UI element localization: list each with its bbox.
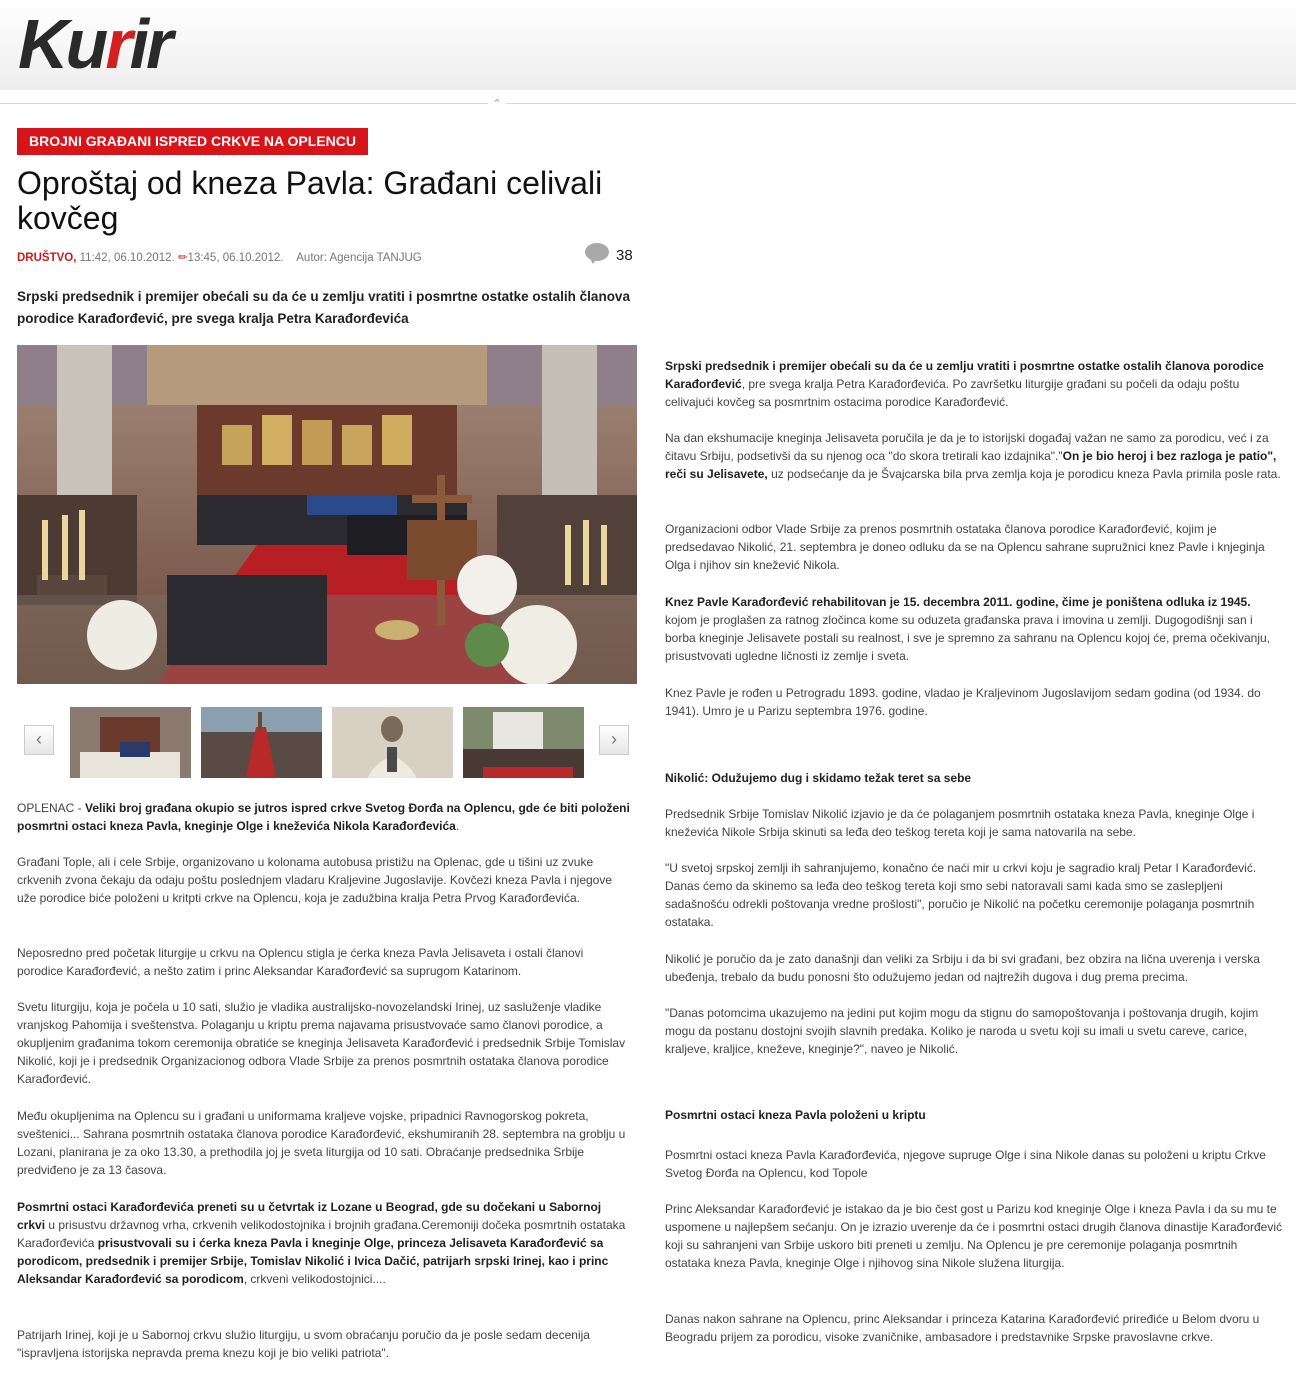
gallery-thumbnail[interactable] [332, 707, 453, 778]
text-span: Na dan ekshumacije kneginja Jelisaveta poručila je da je to istorijski događaj važan ne samo za porodicu, već i za čitavu Srbiju, podsetivši da su njenog oca "do skora tretirali kao izdajnika"." [665, 431, 1269, 463]
section-subheading: Nikolić: Odužujemo dug i skidamo težak teret sa sebe [665, 771, 972, 785]
dateline: OPLENAC - [17, 801, 86, 815]
bold-text: Posmrtni ostaci Karađorđevića preneti su u četvrtak iz Lozane u Beograd, gde su dočekani u Sabornoj crkvi [17, 1200, 602, 1232]
article-title: Oproštaj od kneza Pavla: Građani celivali kovčeg [17, 165, 603, 236]
site-header [0, 0, 1296, 90]
article-paragraph [17, 799, 632, 835]
article-paragraph: Nikolić je poručio da je zato današnji dan veliki za Srbiju i da bi svi građani, bez obzira na lična uverenja i verska ubeđenja, trebalo da budu ponosni što odužujemo jedan od najtrežih dugova i dug prema precima. [665, 952, 1260, 984]
pencil-icon: ✏ [177, 252, 188, 264]
article-paragraph [665, 593, 1283, 665]
collapse-up-icon[interactable]: ⌃ [488, 97, 506, 111]
church-interior-illustration [17, 345, 637, 684]
gallery-thumbnail[interactable] [201, 707, 322, 778]
article-paragraph: "Danas potomcima ukazujemo na jedini put kojim mogu da stignu do samopoštovanja i poštovanja drugih, kojim mogu da postanu dostojni svojih slavnih predaka. Koliko je naroda u svetu koji su imali u svetu careve, carice, kraljeve, kraljice, kneževe, kneginje?", naveo je Nikolić. [665, 1006, 1259, 1056]
updated-time: 13:45, 06.10.2012. [187, 252, 284, 264]
chevron-right-icon: › [611, 729, 617, 749]
article-paragraph [665, 357, 1283, 411]
article-paragraph: Među okupljenima na Oplencu su i građani u uniformama kraljeve vojske, pripadnici Ravnogorskog pokreta, sveštenici... Sahrana posmrtnih ostataka članova porodice Karađorđević, ekshumiranih 28. septembra na groblju u Lozani, planirana je za oko 13.30, a prethodila joj je sveta liturgija od 10 sati. Obraćanje predsednika Srbije predviđeno je za 13 časova. [17, 1109, 626, 1177]
article-paragraph [17, 1198, 632, 1288]
bold-text: Veliki broj građana okupio se jutros ispred crkve Svetog Đorđa na Oplencu, gde će biti položeni posmrtni ostaci kneza Pavla, kneginje Olge i kneževića Nikola Karađorđevića [17, 801, 630, 833]
article-kicker: BROJNI GRAĐANI ISPRED CRKVE NA OPLENCU [17, 128, 368, 155]
article-paragraph: "U svetoj srpskoj zemlji ih sahranjujemo, konačno će naći mir u crkvi koju je sagradio kralj Petar I Karađorđević. Danas ćemo da skinemo sa leđa deo teškog tereta koji smo sebi natoravali sami kada smo se zaslepljeni sadašnošću odrekli poštovanja vredne prošlosti", poručio je Nikolić na početku ceremonije polaganja posmrtnih ostataka. [665, 861, 1257, 929]
main-photo[interactable] [17, 345, 637, 684]
article-paragraph: Posmrtni ostaci kneza Pavla Karađorđevića, njegove supruge Olge i sina Nikole danas su položeni u kriptu Crkve Svetog Đorđa na Oplencu, kod Topole [665, 1148, 1266, 1180]
article-paragraph: Patrijarh Irinej, koji je u Sabornoj crkvu služio liturgiju, u svom obraćanju poručio da je posle sedam decenija "ispravljena istorijska nepravda prema knezu koji je bio veliki patriota". [17, 1328, 590, 1360]
thumb-church-exterior-illustration [463, 707, 584, 778]
author: Autor: Agencija TANJUG [296, 252, 422, 264]
text-span: u prisustvu državnog vrha, crkvenih velikodostojnika i brojnih građana.Ceremoniji dočeka posmrtnih ostataka Karađorđevića [17, 1218, 626, 1250]
article-paragraph: Danas nakon sahrane na Oplencu, princ Aleksandar i princeza Katarina Karađorđević priređiće u Belom dvoru u Beogradu prijem za porodicu, visoke zvaničnike, ambasadore i predstavnike Srpske pravoslavne crkve. [665, 1312, 1260, 1344]
article-paragraph [665, 429, 1283, 483]
category-link[interactable]: DRUŠTVO, [17, 252, 77, 264]
bold-text: Knez Pavle Karađorđević rehabilitovan je 15. decembra 2011. godine, čime je poništena odluka iz 1945. [665, 595, 1251, 609]
section-subheading: Posmrtni ostaci kneza Pavla položeni u kriptu [665, 1108, 926, 1122]
comments-link[interactable] [585, 243, 645, 267]
comment-bubble-icon [585, 243, 609, 261]
bold-text: On je bio heroj i bez razloga je patio", reči su Jelisavete, [665, 449, 1277, 481]
gallery-prev-button[interactable] [24, 725, 54, 755]
article-paragraph: Građani Tople, ali i cele Srbije, organizovano u kolonama autobusa pristižu na Oplenac, gde u tišini uz zvuke crkvenih zvona čekaju da odaju poštu poslednjem vladaru Kraljevine Jugoslavije. Kovčezi kneza Pavla i njegove uže porodice biće položeni u kritpti crkve na Oplencu, koja je zadužbina kralja Petra Prvog Karađorđevića. [17, 855, 613, 905]
comment-count: 38 [616, 247, 633, 264]
text-span: , pre svega kralja Petra Karađorđevića. Po završetku liturgije građani su počeli da odaju poštu celivajući kovčeg sa posmrtnim ostacima porodice Karađorđević. [665, 377, 1240, 409]
header-divider [0, 103, 1296, 104]
article-paragraph: Princ Aleksandar Karađorđević je istakao da je bio čest gost u Parizu kod kneginje Olge i kneza Pavla i da su mu te uspomene u najlepšem sećanju. On je izrazio uverenje da će i posmrtni ostaci drugih članova dinastije Karađorđević koji su sahranjeni van Srbije uskoro biti preneti u zemlju. Na Oplencu je pre ceremonije polaganja posmrtnih ostataka kneza Pavla, kneginje Olge i njihovog sina Nikole služena liturgija. [665, 1202, 1283, 1270]
text-span: , crkveni velikodostojnici.... [243, 1272, 386, 1286]
article-lead: Srpski predsednik i premijer obećali su da će u zemlju vratiti i posmrtne ostatke ostalih članova porodice Karađorđević, pre svega kralja Petra Karađorđevića [17, 289, 630, 326]
gallery-thumbnail[interactable] [70, 707, 191, 778]
bold-text: Srpski predsednik i premijer obećali su da će u zemlju vratiti i posmrtne ostatke ostalih članova porodice Karađorđević [665, 359, 1264, 391]
photo-gallery [17, 703, 637, 779]
published-time: 11:42, 06.10.2012. [79, 252, 175, 264]
article-meta [17, 250, 422, 264]
article-paragraph: Neposredno pred početak liturgije u crkvu na Oplencu stigla je ćerka kneza Pavla Jelisaveta i ostali članovi porodice Karađorđević, a nešto zatim i princ Aleksandar Karađorđević sa suprugom Katarinom. [17, 946, 584, 978]
article-paragraph: Svetu liturgiju, koja je počela u 10 sati, služio je vladika australijsko-novozelandski Irinej, uz sasluženje vladike vranjskog Pahomija i sveštenstva. Polaganju u kriptu prema najavama prisustvovaće samo članovi porodice, a okupljenim građanima tokom ceremonija obratiće se kneginja Jelisaveta Karađorđević i predsednik Srbije Tomislav Nikolić, koji je i predsednik Organizacionog odbora Vlade Srbije za prenos posmrtnih ostataka članova porodice Karađorđević. [17, 1000, 626, 1086]
gallery-next-button[interactable] [599, 725, 629, 755]
thumb-church-illustration [70, 707, 191, 778]
kurir-logo[interactable]: Kurir [18, 5, 171, 83]
article-paragraph: Knez Pavle je rođen u Petrogradu 1893. godine, vladao je Kraljevinom Jugoslavijom sedam godina (od 1934. do 1941). Umro je u Parizu septembra 1976. godine. [665, 686, 1261, 718]
article-paragraph: Organizacioni odbor Vlade Srbije za prenos posmrtnih ostataka članova porodice Karađorđević, kojim je predsedavao Nikolić, 21. septembra je doneo odluku da se na Oplencu sahrane supružnici knez Pavle i knjeginja Olga i njihov sin knežević Nikola. [665, 522, 1265, 572]
text-span: uz podsećanje da je Švajcarska bila prva zemlja koja je porodicu kneza Pavla primila posle rata. [767, 467, 1281, 481]
bold-text: prisustvovali su i ćerka kneza Pavla i kneginje Olge, princeza Jelisaveta Karađorđević sa porodicom, predsednik i premijer Srbije, Tomislav Nikolić i Ivica Dačić, patrijarh srpski Irinej, kao i princ Aleksandar Karađorđević sa porodicom [17, 1236, 609, 1286]
thumb-portrait-illustration [332, 707, 453, 778]
text-span: . [455, 819, 460, 833]
text-span: kojom je proglašen za ratnog zločinca kome su oduzeta građanska prava i imovina u zemlji. Dugogodišnji san i borba kneginje Jelisavete postali su realnost, i sve je spremno za sahranu na Oplencu kojoj će, prema očekivanju, prisustvovati ugledne ličnosti iz zemlje i sveta. [665, 613, 1271, 663]
article-paragraph: Predsednik Srbije Tomislav Nikolić izjavio je da će polaganjem posmrtnih ostataka kneza Pavla, kneginje Olge i kneževića Nikole Srbija skinuti sa leđa deo teškog tereta koji je sama natovarila na sebe. [665, 807, 1255, 839]
gallery-thumbnail[interactable] [463, 707, 584, 778]
chevron-left-icon: ‹ [36, 729, 42, 749]
thumb-crowd-illustration [201, 707, 322, 778]
